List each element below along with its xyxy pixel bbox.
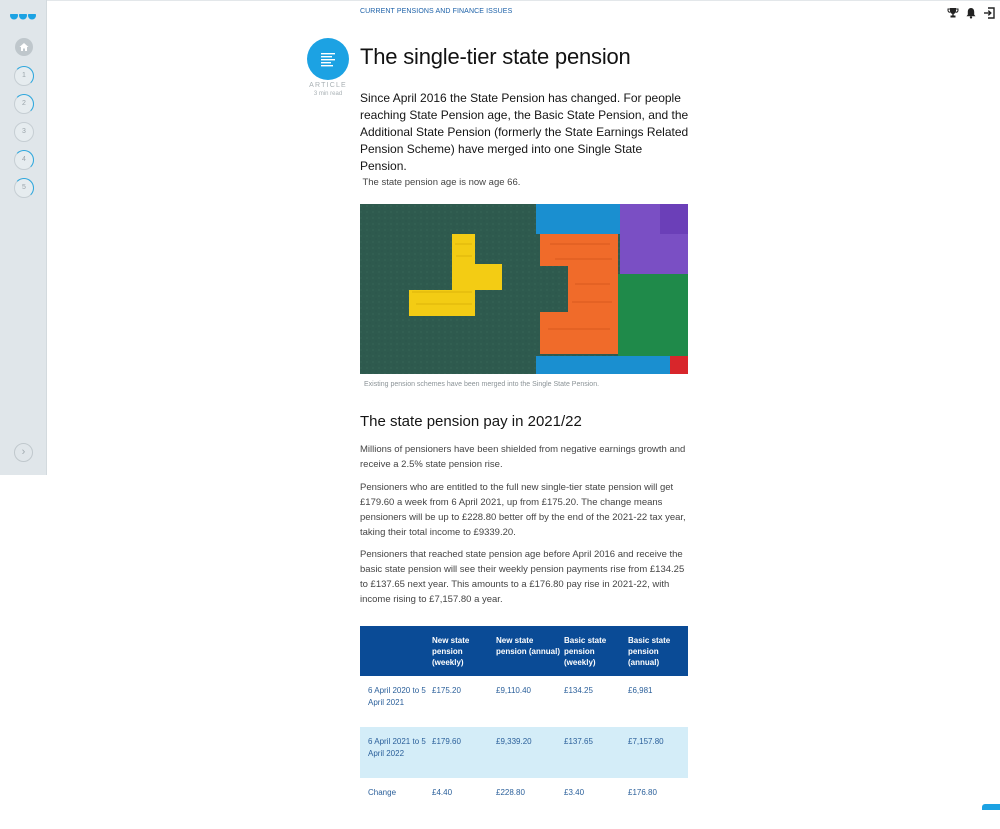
- bell-icon[interactable]: [965, 7, 977, 19]
- table-header-cell: Basic state pension (annual): [628, 626, 688, 676]
- table-cell: £176.80: [628, 788, 657, 797]
- body-paragraph: Pensioners who are entitled to the full new single-tier state pension will get £179.60 a week from 6 April 2021, up from £175.20. The change means pensioners will be up to £228.80 better off by the end of the 2021-22 tax year, taking their total income to £9339.20.: [360, 482, 686, 538]
- lead-paragraph: Since April 2016 the State Pension has changed. For people reaching State Pension age, the Basic State Pension, and the Additional State Pension (formerly the State Earnings Related Pension Scheme) have merged into one Single State Pension.: [360, 91, 689, 173]
- table-cell: £9,339.20: [496, 727, 564, 778]
- tetris-blocks-image: [360, 204, 688, 374]
- read-time: 3 min read: [313, 91, 343, 97]
- step-3[interactable]: 3: [14, 122, 34, 142]
- chevron-right-icon: ›: [21, 446, 26, 458]
- table-cell: £179.60: [432, 727, 496, 778]
- home-icon: [19, 42, 29, 52]
- section-heading: The state pension pay in 2021/22: [360, 413, 582, 430]
- step-5[interactable]: 5: [14, 178, 34, 198]
- article-type-label: ARTICLE: [309, 82, 347, 89]
- table-row: [360, 676, 688, 727]
- table-cell: 6 April 2021 to 5 April 2022: [360, 727, 432, 778]
- table-header-cell: Basic state pension (weekly): [564, 626, 628, 676]
- pension-rates-table: [360, 626, 688, 829]
- help-tab[interactable]: [982, 804, 1000, 810]
- table-header-cell: [360, 626, 432, 676]
- table-cell: £228.80: [496, 788, 525, 797]
- table-cell: 6 April 2020 to 5 April 2021: [368, 686, 426, 707]
- table-row: [360, 778, 688, 829]
- body-paragraph: Millions of pensioners have been shielded from negative earnings growth and receive a 2.5% state pension rise.: [360, 444, 686, 470]
- image-caption: Existing pension schemes have been merged into the Single State Pension.: [364, 381, 600, 388]
- step-2[interactable]: 2: [14, 94, 34, 114]
- step-1[interactable]: 1: [14, 66, 34, 86]
- article-image: [360, 204, 688, 374]
- progress-sidebar: [0, 0, 47, 475]
- next-button[interactable]: [14, 443, 33, 462]
- body-paragraph: Pensioners that reached state pension age before April 2016 and receive the basic state pension will see their weekly pension payments rise from £134.25 to £137.65 next year. This amounts to a £176.80 pay rise in 2021-22, with income rising to £7,157.80 a year.: [360, 549, 685, 605]
- table-cell: £6,981: [628, 686, 653, 695]
- article-type-badge: [307, 38, 349, 80]
- table-header-cell: New state pension (weekly): [432, 626, 496, 676]
- table-cell: £7,157.80: [628, 727, 688, 778]
- table-cell: £134.25: [564, 686, 593, 695]
- home-button[interactable]: [15, 38, 33, 56]
- table-cell: Change: [368, 788, 397, 797]
- table-row: [360, 727, 688, 778]
- trophy-icon[interactable]: [947, 7, 959, 19]
- table-header-cell: New state pension (annual): [496, 626, 564, 676]
- table-cell: £9,110.40: [496, 686, 531, 695]
- table-cell: £4.40: [432, 788, 453, 797]
- table-cell: £137.65: [564, 727, 628, 778]
- table-header-row: [360, 626, 688, 676]
- logo-icon[interactable]: [10, 11, 36, 20]
- top-border: [0, 0, 1000, 1]
- intro-paragraph: The state pension age is now age 66.: [360, 177, 521, 188]
- logout-icon[interactable]: [983, 7, 995, 19]
- table-cell: £3.40: [564, 788, 585, 797]
- document-icon: [320, 51, 336, 67]
- page-title: The single-tier state pension: [360, 44, 631, 69]
- step-4[interactable]: 4: [14, 150, 34, 170]
- table-cell: £175.20: [432, 686, 461, 695]
- category-breadcrumb[interactable]: CURRENT PENSIONS AND FINANCE ISSUES: [360, 8, 513, 15]
